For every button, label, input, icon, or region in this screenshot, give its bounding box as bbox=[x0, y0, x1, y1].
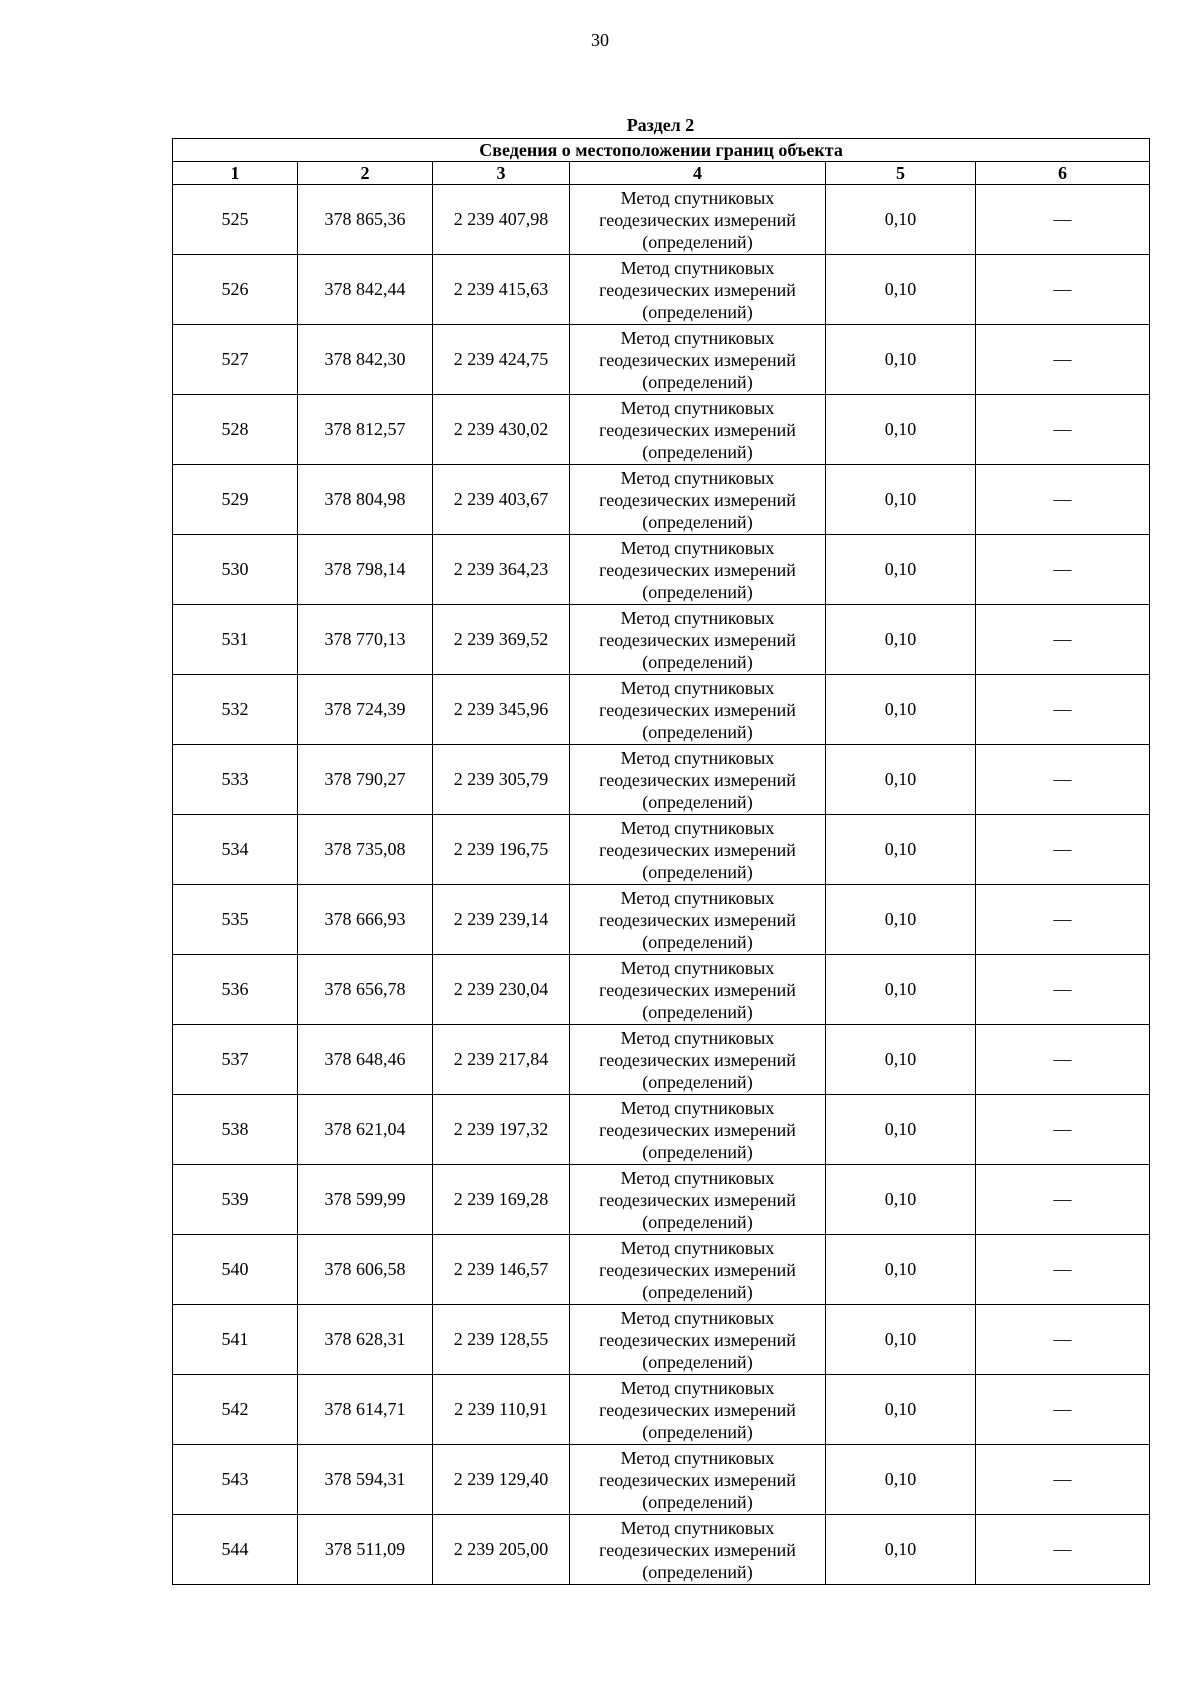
table-body bbox=[173, 185, 1150, 1585]
note-cell: — bbox=[976, 1165, 1150, 1235]
section-title: Раздел 2 bbox=[626, 115, 695, 135]
note-cell: — bbox=[976, 465, 1150, 535]
x-coordinate-cell: 378 842,44 bbox=[298, 255, 433, 325]
method-cell: Метод спутниковых геодезических измерений (определений) bbox=[570, 1515, 826, 1585]
column-header: 5 bbox=[826, 162, 976, 185]
table-row bbox=[173, 955, 1150, 1025]
y-coordinate-cell: 2 239 424,75 bbox=[433, 325, 570, 395]
table-row bbox=[173, 605, 1150, 675]
y-coordinate-cell: 2 239 128,55 bbox=[433, 1305, 570, 1375]
table-row bbox=[173, 1375, 1150, 1445]
accuracy-cell: 0,10 bbox=[826, 465, 976, 535]
method-cell: Метод спутниковых геодезических измерений (определений) bbox=[570, 185, 826, 255]
point-number-cell: 534 bbox=[173, 815, 298, 885]
table-row bbox=[173, 815, 1150, 885]
y-coordinate-cell: 2 239 197,32 bbox=[433, 1095, 570, 1165]
x-coordinate-cell: 378 606,58 bbox=[298, 1235, 433, 1305]
point-number-cell: 532 bbox=[173, 675, 298, 745]
point-number-cell: 531 bbox=[173, 605, 298, 675]
method-cell: Метод спутниковых геодезических измерений (определений) bbox=[570, 955, 826, 1025]
accuracy-cell: 0,10 bbox=[826, 395, 976, 465]
table-row bbox=[173, 1305, 1150, 1375]
accuracy-cell: 0,10 bbox=[826, 1165, 976, 1235]
note-cell: — bbox=[976, 815, 1150, 885]
x-coordinate-cell: 378 621,04 bbox=[298, 1095, 433, 1165]
method-cell: Метод спутниковых геодезических измерений (определений) bbox=[570, 1095, 826, 1165]
table-row bbox=[173, 745, 1150, 815]
method-cell: Метод спутниковых геодезических измерений (определений) bbox=[570, 745, 826, 815]
page-number: 30 bbox=[591, 30, 609, 50]
column-header: 6 bbox=[976, 162, 1150, 185]
method-cell: Метод спутниковых геодезических измерений (определений) bbox=[570, 1235, 826, 1305]
point-number-cell: 527 bbox=[173, 325, 298, 395]
method-cell: Метод спутниковых геодезических измерений (определений) bbox=[570, 535, 826, 605]
accuracy-cell: 0,10 bbox=[826, 745, 976, 815]
x-coordinate-cell: 378 599,99 bbox=[298, 1165, 433, 1235]
x-coordinate-cell: 378 724,39 bbox=[298, 675, 433, 745]
table-row bbox=[173, 395, 1150, 465]
note-cell: — bbox=[976, 745, 1150, 815]
point-number-cell: 529 bbox=[173, 465, 298, 535]
method-cell: Метод спутниковых геодезических измерений (определений) bbox=[570, 325, 826, 395]
note-cell: — bbox=[976, 255, 1150, 325]
method-cell: Метод спутниковых геодезических измерений (определений) bbox=[570, 815, 826, 885]
method-cell: Метод спутниковых геодезических измерений (определений) bbox=[570, 395, 826, 465]
point-number-cell: 526 bbox=[173, 255, 298, 325]
y-coordinate-cell: 2 239 217,84 bbox=[433, 1025, 570, 1095]
x-coordinate-cell: 378 614,71 bbox=[298, 1375, 433, 1445]
note-cell: — bbox=[976, 1515, 1150, 1585]
table-row bbox=[173, 675, 1150, 745]
accuracy-cell: 0,10 bbox=[826, 535, 976, 605]
method-cell: Метод спутниковых геодезических измерений (определений) bbox=[570, 465, 826, 535]
y-coordinate-cell: 2 239 415,63 bbox=[433, 255, 570, 325]
table-caption: Сведения о местоположении границ объекта bbox=[173, 139, 1150, 162]
x-coordinate-cell: 378 812,57 bbox=[298, 395, 433, 465]
accuracy-cell: 0,10 bbox=[826, 1515, 976, 1585]
accuracy-cell: 0,10 bbox=[826, 1235, 976, 1305]
accuracy-cell: 0,10 bbox=[826, 815, 976, 885]
method-cell: Метод спутниковых геодезических измерений (определений) bbox=[570, 675, 826, 745]
accuracy-cell: 0,10 bbox=[826, 185, 976, 255]
method-cell: Метод спутниковых геодезических измерений (определений) bbox=[570, 605, 826, 675]
table-row bbox=[173, 1165, 1150, 1235]
column-header: 3 bbox=[433, 162, 570, 185]
x-coordinate-cell: 378 666,93 bbox=[298, 885, 433, 955]
x-coordinate-cell: 378 511,09 bbox=[298, 1515, 433, 1585]
y-coordinate-cell: 2 239 110,91 bbox=[433, 1375, 570, 1445]
accuracy-cell: 0,10 bbox=[826, 1305, 976, 1375]
note-cell: — bbox=[976, 1235, 1150, 1305]
point-number-cell: 538 bbox=[173, 1095, 298, 1165]
table-row bbox=[173, 185, 1150, 255]
column-header: 1 bbox=[173, 162, 298, 185]
table-row bbox=[173, 1235, 1150, 1305]
table-row bbox=[173, 465, 1150, 535]
x-coordinate-cell: 378 656,78 bbox=[298, 955, 433, 1025]
method-cell: Метод спутниковых геодезических измерений (определений) bbox=[570, 885, 826, 955]
x-coordinate-cell: 378 594,31 bbox=[298, 1445, 433, 1515]
point-number-cell: 536 bbox=[173, 955, 298, 1025]
table-row bbox=[173, 1515, 1150, 1585]
x-coordinate-cell: 378 790,27 bbox=[298, 745, 433, 815]
y-coordinate-cell: 2 239 146,57 bbox=[433, 1235, 570, 1305]
x-coordinate-cell: 378 798,14 bbox=[298, 535, 433, 605]
point-number-cell: 537 bbox=[173, 1025, 298, 1095]
note-cell: — bbox=[976, 1025, 1150, 1095]
x-coordinate-cell: 378 804,98 bbox=[298, 465, 433, 535]
note-cell: — bbox=[976, 1445, 1150, 1515]
table-row bbox=[173, 255, 1150, 325]
y-coordinate-cell: 2 239 369,52 bbox=[433, 605, 570, 675]
point-number-cell: 535 bbox=[173, 885, 298, 955]
x-coordinate-cell: 378 842,30 bbox=[298, 325, 433, 395]
y-coordinate-cell: 2 239 169,28 bbox=[433, 1165, 570, 1235]
boundary-coordinates-table bbox=[172, 138, 1150, 1585]
method-cell: Метод спутниковых геодезических измерений (определений) bbox=[570, 1165, 826, 1235]
y-coordinate-cell: 2 239 305,79 bbox=[433, 745, 570, 815]
note-cell: — bbox=[976, 1375, 1150, 1445]
point-number-cell: 543 bbox=[173, 1445, 298, 1515]
accuracy-cell: 0,10 bbox=[826, 1025, 976, 1095]
y-coordinate-cell: 2 239 196,75 bbox=[433, 815, 570, 885]
y-coordinate-cell: 2 239 345,96 bbox=[433, 675, 570, 745]
method-cell: Метод спутниковых геодезических измерений (определений) bbox=[570, 1305, 826, 1375]
x-coordinate-cell: 378 865,36 bbox=[298, 185, 433, 255]
note-cell: — bbox=[976, 1095, 1150, 1165]
column-number-row bbox=[173, 162, 1150, 185]
table-row bbox=[173, 1095, 1150, 1165]
point-number-cell: 533 bbox=[173, 745, 298, 815]
note-cell: — bbox=[976, 955, 1150, 1025]
point-number-cell: 542 bbox=[173, 1375, 298, 1445]
column-header: 2 bbox=[298, 162, 433, 185]
accuracy-cell: 0,10 bbox=[826, 675, 976, 745]
point-number-cell: 528 bbox=[173, 395, 298, 465]
x-coordinate-cell: 378 648,46 bbox=[298, 1025, 433, 1095]
accuracy-cell: 0,10 bbox=[826, 255, 976, 325]
note-cell: — bbox=[976, 885, 1150, 955]
accuracy-cell: 0,10 bbox=[826, 1375, 976, 1445]
y-coordinate-cell: 2 239 239,14 bbox=[433, 885, 570, 955]
column-header: 4 bbox=[570, 162, 826, 185]
note-cell: — bbox=[976, 605, 1150, 675]
x-coordinate-cell: 378 770,13 bbox=[298, 605, 433, 675]
y-coordinate-cell: 2 239 129,40 bbox=[433, 1445, 570, 1515]
method-cell: Метод спутниковых геодезических измерений (определений) bbox=[570, 1025, 826, 1095]
point-number-cell: 544 bbox=[173, 1515, 298, 1585]
method-cell: Метод спутниковых геодезических измерений (определений) bbox=[570, 1445, 826, 1515]
note-cell: — bbox=[976, 675, 1150, 745]
accuracy-cell: 0,10 bbox=[826, 885, 976, 955]
y-coordinate-cell: 2 239 205,00 bbox=[433, 1515, 570, 1585]
note-cell: — bbox=[976, 185, 1150, 255]
accuracy-cell: 0,10 bbox=[826, 1445, 976, 1515]
y-coordinate-cell: 2 239 407,98 bbox=[433, 185, 570, 255]
y-coordinate-cell: 2 239 364,23 bbox=[433, 535, 570, 605]
note-cell: — bbox=[976, 325, 1150, 395]
point-number-cell: 539 bbox=[173, 1165, 298, 1235]
note-cell: — bbox=[976, 395, 1150, 465]
accuracy-cell: 0,10 bbox=[826, 955, 976, 1025]
accuracy-cell: 0,10 bbox=[826, 605, 976, 675]
note-cell: — bbox=[976, 1305, 1150, 1375]
table-row bbox=[173, 1445, 1150, 1515]
table-row bbox=[173, 325, 1150, 395]
point-number-cell: 540 bbox=[173, 1235, 298, 1305]
table-row bbox=[173, 535, 1150, 605]
y-coordinate-cell: 2 239 230,04 bbox=[433, 955, 570, 1025]
method-cell: Метод спутниковых геодезических измерений (определений) bbox=[570, 255, 826, 325]
method-cell: Метод спутниковых геодезических измерений (определений) bbox=[570, 1375, 826, 1445]
note-cell: — bbox=[976, 535, 1150, 605]
point-number-cell: 541 bbox=[173, 1305, 298, 1375]
y-coordinate-cell: 2 239 430,02 bbox=[433, 395, 570, 465]
x-coordinate-cell: 378 628,31 bbox=[298, 1305, 433, 1375]
y-coordinate-cell: 2 239 403,67 bbox=[433, 465, 570, 535]
point-number-cell: 530 bbox=[173, 535, 298, 605]
accuracy-cell: 0,10 bbox=[826, 1095, 976, 1165]
accuracy-cell: 0,10 bbox=[826, 325, 976, 395]
table-row bbox=[173, 885, 1150, 955]
point-number-cell: 525 bbox=[173, 185, 298, 255]
table-row bbox=[173, 1025, 1150, 1095]
x-coordinate-cell: 378 735,08 bbox=[298, 815, 433, 885]
